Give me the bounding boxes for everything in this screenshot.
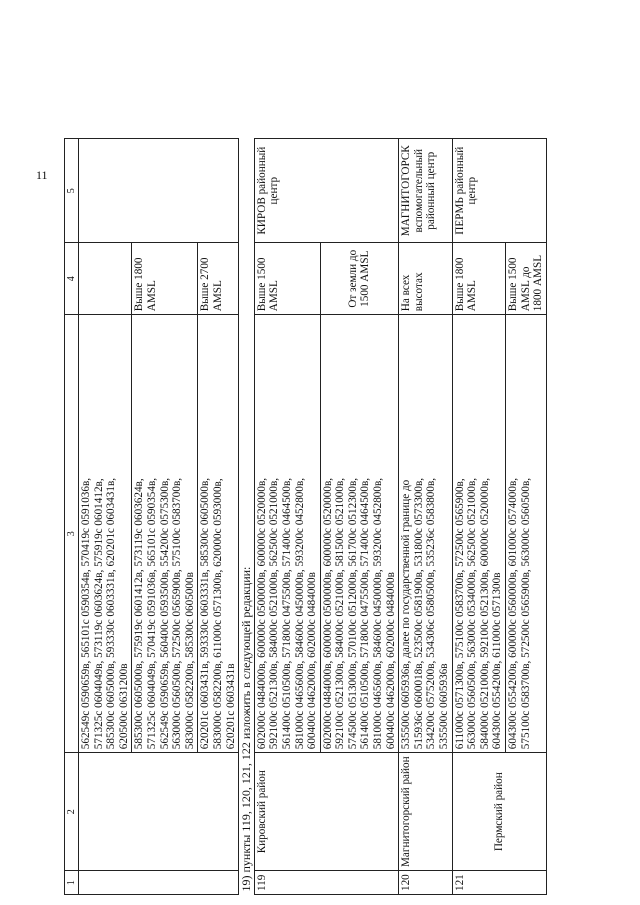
height-cell: Выше 1800 AMSL [132, 243, 198, 315]
amendment-row [239, 139, 255, 895]
region-name: Пермский район [452, 753, 546, 871]
height-cell [79, 243, 132, 315]
height-cell: На всех высотах [399, 243, 452, 315]
blank-cell [79, 753, 239, 871]
center-name: МАГНИТОГОРСК вспомогательный районный центр [399, 139, 452, 243]
coordinates-cell: 585300с 0605000в, 575919с 0601412в, 573119с 0603624в, 571325с 0604049в, 570419с 0591036в, 565101с 0590354в, 562549с 0590659в, 560400с 0593500в, 554200с 0575300в, 563000с 0560500в, 572500с 0565900в, 575100с 0583700в, 583000с 0582200в, 585300с 0605000в [132, 315, 198, 753]
table-row [399, 139, 452, 895]
coordinates-cell: 604300с 0554200в, 600000с 0560000в, 601000с 0574000в, 575100с 0583700в, 572500с 0565900в, 563000с 0560500в, [506, 315, 547, 753]
height-cell: Выше 1500 AMSL [254, 243, 320, 315]
coordinates-cell: 620201с 0603431в, 593330с 0603331в, 585300с 0605000в, 583000с 0582200в, 611000с 0571300в, 620000с 0593000в, 620201с 0603431в [198, 315, 239, 753]
coordinates-cell: 611000с 0571300в, 575100с 0583700в, 572500с 0565900в, 563000с 0560500в, 563000с 0534000в, 562500с 0521000в, 584000с 0521000в, 592100с 0521300в, 600000с 0520000в, 604300с 0554200в, 611000с 0571300в [452, 315, 505, 753]
column-header: 4 [65, 243, 79, 315]
center-name: ПЕРМЬ районный центр [452, 139, 546, 243]
rotated-page [64, 15, 624, 895]
region-name: Кировский район [254, 753, 399, 871]
coordinates-cell: 535500с 0605936в, далее по государственной границе до 515936с 0600018в, 523500с 0581900в, 531800с 0573300в, 534200с 0575200в, 534306с 0580500в, 535236с 0583800в, 535500с 0605936в [399, 315, 452, 753]
height-cell: Выше 2700 AMSL [198, 243, 239, 315]
column-header: 5 [65, 139, 79, 243]
blank-cell [79, 871, 239, 895]
entry-number: 121 [452, 871, 546, 895]
coordinates-cell: 602000с 0484000в, 600000с 0500000в, 600000с 0520000в, 592100с 0521300в, 584000с 0521000в, 562500с 0521000в, 561400с 0510500в, 571800с 0475500в, 571400с 0464500в, 581000с 0465600в, 584600с 0450000в, 593200с 0452800в, 600400с 0462000в, 602000с 0484000в [254, 315, 320, 753]
airspace-table [64, 138, 547, 895]
height-cell: От земли до 1500 AMSL [320, 243, 399, 315]
entry-number: 119 [254, 871, 399, 895]
column-header: 3 [65, 315, 79, 753]
table-row [452, 139, 505, 895]
page-number: 11 [36, 168, 48, 182]
region-name: Магнитогорский район [399, 753, 452, 871]
amendment-text: 19) пункты 119, 120, 121, 122 изложить в следующей редакции: [239, 566, 254, 892]
column-header: 1 [65, 871, 79, 895]
column-header: 2 [65, 753, 79, 871]
table-row [254, 139, 320, 895]
center-name: КИРОВ районный центр [254, 139, 399, 243]
coordinates-cell: 602000с 0484000в, 600000с 0500000в, 600000с 0520000в, 592100с 0521300в, 584000с 0521000в, 581500с 0521000в, 574500с 0513000в, 570100с 0512000в, 561700с 0512300в, 561400с 0510500в, 571800с 0475500в, 571400с 0464500в, 581000с 0465600в, 584600с 0450000в, 593200с 0452800в, 600400с 0462000в, 602000с 0484000в [320, 315, 399, 753]
table-row [79, 139, 132, 895]
blank-cell [79, 139, 239, 243]
height-cell: Выше 1500 AMSL до 1800 AMSL [506, 243, 547, 315]
height-cell: Выше 1800 AMSL [452, 243, 505, 315]
coordinates-cell: 562549с 0590659в, 565101с 0590354в, 570419с 0591036в, 571325с 0604049в, 573119с 0603624в, 575919с 0601412в, 585300с 0605000в, 593330с 0603331в, 620201с 0603431в, 620500с 0631200в [79, 315, 132, 753]
entry-number: 120 [399, 871, 452, 895]
column-header-row [65, 139, 79, 895]
